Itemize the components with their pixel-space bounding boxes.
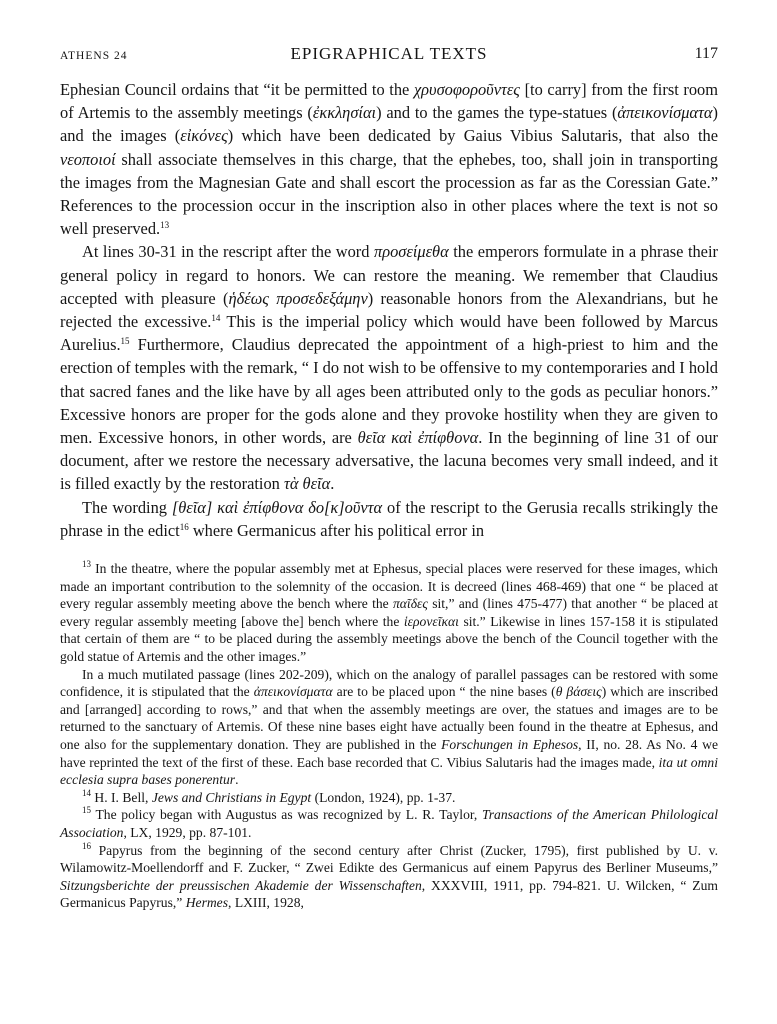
header-title: EPIGRAPHICAL TEXTS (290, 44, 488, 63)
text-run: ) reasonable honors from the Alexandrians, but he rejected the excessive. (60, 288, 718, 332)
greek-term: χρυσοφοροῦντες (413, 80, 520, 99)
text-run: ) and to the games the type-statues ( (376, 103, 618, 123)
italic-title: Forschungen in Ephesos (441, 737, 579, 752)
text-run: are to be placed upon “ the nine bases ( (336, 684, 556, 700)
text-run: shall associate themselves in this charge, that the ephebes, too, shall join in transporting the images from the Magnesian Gate and shall escort the procession as far as the Coressian Gate.” References to the procession occur in the inscription also in other places where the text is not so well preserved. (60, 149, 718, 239)
footnote-number: 16 (82, 840, 91, 851)
text-run: . (235, 772, 239, 788)
footnote-ref[interactable]: 14 (211, 313, 221, 324)
footnote-16 (60, 842, 718, 912)
page-number: 117 (694, 45, 718, 62)
text-run: The wording (82, 497, 167, 517)
footnote-13 (60, 560, 718, 666)
greek-term: εἰκόνες (180, 126, 228, 146)
text-run: Furthermore, Claudius deprecated the appointment of a high-priest to him and the erection of temples with the remark, “ I do not wish to be offensive to my contemporaries and I hold that sacred fanes and the like have by all ages been attributed only to the gods as peculiar honors.” Excessive honors are proper for the gods alone and they provoke hostility when they are given to men. Excessive honors, in other words, are (60, 335, 718, 448)
footnotes (60, 560, 718, 912)
greek-term: ἀπεικονίσματα (617, 103, 713, 123)
text-run: the emperors formulate in a phrase their general policy in regard to honors. We can restore the meaning. We remember that Claudius accepted with pleasure ( (60, 242, 718, 308)
footnote-number: 15 (82, 805, 91, 816)
text-run: , LXIII, 1928, (228, 895, 304, 911)
text-run: , II, no. 28. As No. 4 we have reprinted the text of the first of these. Each base recorded that C. Vibius Salutaris had the images made, (60, 737, 718, 770)
italic-phrase: ita ut omni ecclesia supra bases ponerentur (60, 754, 718, 788)
paragraph-2 (60, 240, 718, 495)
greek-term: [θεῖα] καὶ ἐπίφθονα δο[κ]οῦντα (171, 497, 383, 517)
italic-title: Hermes (185, 895, 229, 911)
main-text (60, 78, 718, 542)
greek-term: ἡδέως προσεδεξάμην (228, 288, 368, 308)
paragraph-3 (60, 496, 718, 542)
text-run: [to carry] from the first room of Artemis to the assembly meetings ( (60, 80, 718, 123)
text-run: sit,” and (lines 475-477) that another “ be placed at every regular assembly meeting [above the] bench where the (60, 596, 718, 629)
italic-title: Transactions of the American Philological Association (60, 807, 718, 840)
greek-term: ἀπεικονίσματα (253, 684, 333, 700)
text-run: . In the beginning of line 31 of our document, after we restore the necessary adversative, the lacuna becomes very small indeed, and it is filled exactly by the restoration (60, 428, 718, 494)
greek-term: νεοποιοί (60, 149, 116, 169)
footnote-ref[interactable]: 16 (179, 521, 189, 532)
greek-term: ἐκκλησίαι (312, 103, 377, 123)
greek-term: θ βάσεις (555, 684, 602, 700)
page (60, 44, 718, 912)
footnote-number: 14 (82, 787, 91, 798)
italic-title: Sitzungsberichte der preussischen Akademie der Wissenschaften (60, 877, 422, 893)
footnote-ref[interactable]: 13 (160, 220, 170, 231)
footnote-ref[interactable]: 15 (120, 336, 130, 347)
footnote-13-continued (60, 666, 718, 789)
text-run: H. I. Bell, (94, 789, 149, 805)
text-run: , LX, 1929, pp. 87-101. (123, 824, 252, 840)
header-section-label: ATHENS 24 (60, 50, 128, 62)
footnote-15 (60, 806, 718, 841)
text-run: This is the imperial policy which would have been followed by Marcus Aurelius. (60, 312, 718, 355)
greek-term: παῖδες (392, 596, 428, 612)
text-run: At lines 30-31 in the rescript after the word (82, 242, 370, 262)
text-run: , XXXVIII, 1911, pp. 794-821. U. Wilcken, “ Zum Germanicus Papyrus,” (60, 877, 718, 911)
italic-title: Jews and Christians in Egypt (151, 789, 312, 805)
text-run: Ephesian Council ordains that “it be permitted to the (60, 80, 410, 99)
text-run: (London, 1924), pp. 1-37. (314, 789, 456, 805)
text-run: Papyrus from the beginning of the second century after Christ (Zucker, 1795), first published by U. v. Wilamowitz-Moellendorff and F. Zucker, “ Zwei Edikte des Germanicus auf einem Papyrus des Berliner Museums,” (60, 842, 718, 876)
paragraph-1 (60, 78, 718, 240)
greek-term: θεῖα καὶ ἐπίφθονα (357, 428, 479, 448)
text-run: . (330, 474, 335, 494)
greek-term: προσείμεθα (374, 242, 449, 262)
footnote-14 (60, 789, 718, 807)
text-run: sit.” Likewise in lines 157-158 it is stipulated that certain of them are “ to be placed during the assembly meetings above the bench of the Council together with the gold statue of Artemis and the other images.” (60, 613, 718, 665)
running-header (60, 44, 718, 70)
greek-term: ἱερονεῖκαι (403, 613, 459, 629)
greek-term: τὰ θεῖα (283, 474, 331, 494)
text-run: ) which have been dedicated by Gaius Vibius Salutaris, that also the (227, 126, 718, 146)
footnote-number: 13 (82, 559, 91, 570)
text-run: where Germanicus after his political error in (192, 520, 485, 540)
text-run: In a much mutilated passage (lines 202-209), which on the analogy of parallel passages can be restored with some confidence, it is stipulated that the (60, 666, 718, 700)
text-run: ) which are inscribed and [arranged] according to rows,” and that when the assembly meetings are over, the statues and images are to be returned to the sanctuary of Artemis. Of these nine bases eight have actually been found in the theatre at Ephesus, and one also for the supplementary donation. They are published in the (60, 684, 718, 752)
text-run: In the theatre, where the popular assembly met at Ephesus, special places were reserved for these images, which made an important contribution to the solemnity of the occasion. It is decreed (lines 468-469) that one “ be placed at every regular assembly meeting above the bench where the (60, 561, 718, 612)
text-run: ) and the images ( (60, 103, 718, 146)
text-run: The policy began with Augustus as was recognized by L. R. Taylor, (95, 807, 478, 823)
text-run: of the rescript to the Gerusia recalls strikingly the phrase in the edict (60, 497, 719, 540)
